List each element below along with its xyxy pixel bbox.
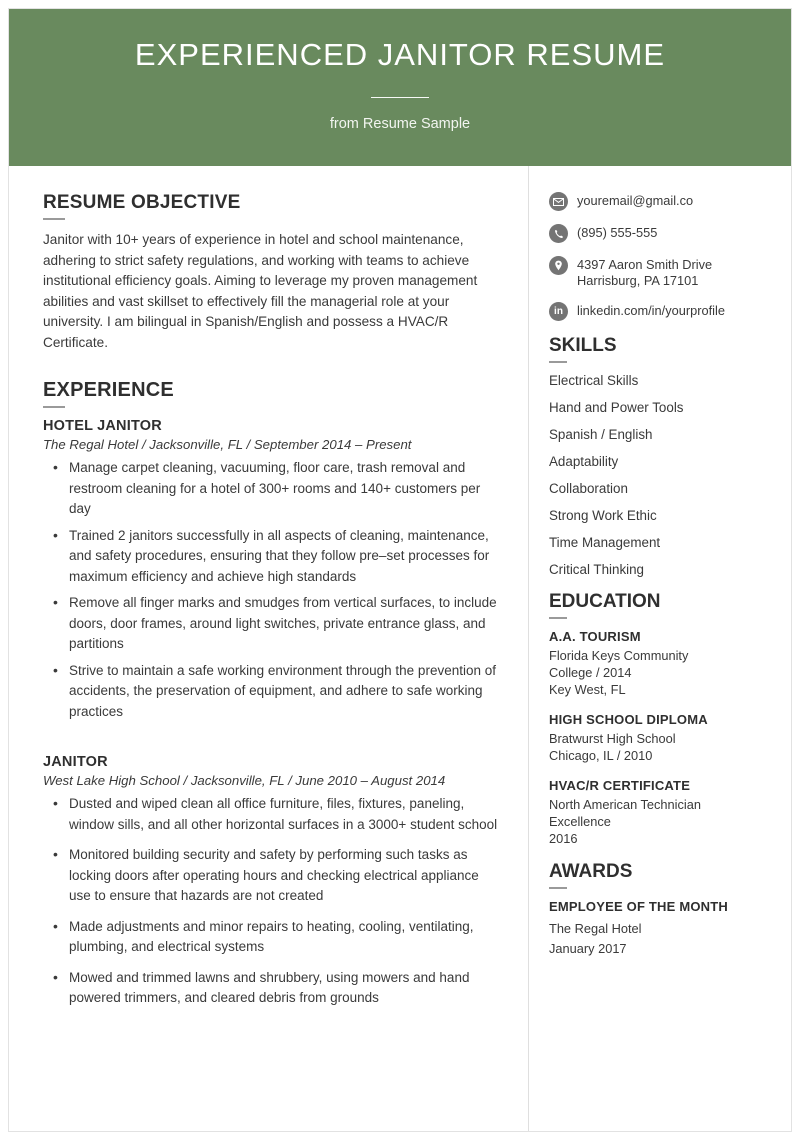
- education-title: HIGH SCHOOL DIPLOMA: [549, 712, 708, 727]
- job-bullet-list: [43, 458, 502, 722]
- experience-entry: [43, 754, 502, 1009]
- list-item: • Made adjustments and minor repairs to heating, cooling, ventilating, plumbing, and electrical systems: [69, 917, 502, 958]
- section-heading-experience: EXPERIENCE: [43, 379, 174, 401]
- contact-address-line1: 4397 Aaron Smith Drive: [577, 257, 713, 272]
- award-title: EMPLOYEE OF THE MONTH: [549, 899, 728, 914]
- section-heading-education: EDUCATION: [549, 591, 661, 612]
- section-heading-skills: SKILLS: [549, 335, 617, 356]
- education-title: A.A. TOURISM: [549, 629, 641, 644]
- contact-address-line2: Harrisburg, PA 17101: [577, 273, 699, 288]
- page-title: EXPERIENCED JANITOR RESUME: [134, 37, 666, 72]
- job-meta: West Lake High School / Jacksonville, FL / June 2010 – August 2014: [43, 773, 446, 788]
- list-item: • Strive to maintain a safe working environment through the prevention of accidents, the preservation of equipment, and adhere to safe working practices: [69, 661, 502, 723]
- experience-entry: [43, 418, 502, 722]
- education-line: 2016: [549, 831, 578, 846]
- education-line: Chicago, IL / 2010: [549, 748, 653, 763]
- education-line: Excellence: [549, 814, 611, 829]
- skills-rule: [549, 361, 567, 363]
- list-item: • Monitored building security and safety by performing such tasks as locking doors after operating hours and checking electrical appliance use to ensure that hazards are not created: [69, 845, 502, 907]
- education-entry: [549, 712, 777, 764]
- contact-address: [549, 256, 777, 289]
- contact-email: [549, 192, 777, 211]
- job-title: JANITOR: [43, 754, 108, 770]
- education-rule: [549, 617, 567, 619]
- job-title: HOTEL JANITOR: [43, 418, 162, 434]
- award-line: January 2017: [549, 941, 627, 956]
- awards-rule: [549, 887, 567, 889]
- section-heading-objective: RESUME OBJECTIVE: [43, 192, 241, 213]
- education-title: HVAC/R CERTIFICATE: [549, 778, 691, 793]
- list-item: • Remove all finger marks and smudges from vertical surfaces, to include doors, door frames, around light switches, private entrance glass, and partitions: [69, 593, 502, 655]
- email-icon: [549, 192, 568, 211]
- list-item: Collaboration: [549, 481, 628, 496]
- resume-header-banner: [9, 9, 791, 166]
- contact-phone-text: (895) 555-555: [577, 225, 658, 240]
- main-column: [9, 166, 528, 1131]
- phone-icon: [549, 224, 568, 243]
- list-item: • Trained 2 janitors successfully in all aspects of cleaning, maintenance, and safety procedures, ensuring that they follow pre–set processes for maximum efficiency and achieve high standards: [69, 526, 502, 588]
- linkedin-icon: in: [549, 302, 568, 321]
- education-line: Key West, FL: [549, 682, 626, 697]
- list-item: Electrical Skills: [549, 373, 639, 388]
- award-line: The Regal Hotel: [549, 921, 642, 936]
- experience-rule: [43, 406, 65, 408]
- list-item: Spanish / English: [549, 427, 653, 442]
- list-item: Time Management: [549, 535, 661, 550]
- education-entry: [549, 778, 777, 847]
- resume-body: [9, 166, 791, 1131]
- education-line: Florida Keys Community: [549, 648, 689, 663]
- job-bullet-list: [43, 794, 502, 1009]
- sidebar-column: [528, 166, 791, 1131]
- resume-sheet: [8, 8, 792, 1132]
- list-item: Hand and Power Tools: [549, 400, 684, 415]
- header-subtitle: from Resume Sample: [329, 116, 471, 132]
- education-line: College / 2014: [549, 665, 632, 680]
- list-item: Adaptability: [549, 454, 619, 469]
- contact-linkedin-text: linkedin.com/in/yourprofile: [577, 303, 725, 318]
- education-line: Bratwurst High School: [549, 731, 676, 746]
- location-pin-icon: [549, 256, 568, 275]
- list-item: Critical Thinking: [549, 562, 645, 577]
- contact-linkedin[interactable]: [549, 302, 777, 321]
- objective-rule: [43, 218, 65, 220]
- contact-address-text: [577, 256, 712, 289]
- list-item: • Mowed and trimmed lawns and shrubbery, using mowers and hand powered trimmers, and cleared debris from grounds: [69, 968, 502, 1009]
- education-line: North American Technician: [549, 797, 701, 812]
- header-divider: [371, 97, 429, 98]
- list-item: Strong Work Ethic: [549, 508, 657, 523]
- list-item: • Dusted and wiped clean all office furniture, files, fixtures, paneling, window sills, and all other horizontal surfaces in a 3000+ student school: [69, 794, 502, 835]
- contact-email-text: youremail@gmail.co: [577, 193, 694, 208]
- education-entry: [549, 629, 777, 698]
- award-entry: [549, 899, 777, 959]
- objective-text: Janitor with 10+ years of experience in hotel and school maintenance, adhering to strict safety regulations, and working with teams to achieve institutional efficiency goals. Aiming to leverage my proven management abilities and vast skillset to effectively fill the managerial role at your university. I am bilingual in Spanish/English and possess a HVAC/R Certificate.: [43, 232, 478, 350]
- contact-phone: [549, 224, 777, 243]
- section-heading-awards: AWARDS: [549, 861, 633, 882]
- list-item: • Manage carpet cleaning, vacuuming, floor care, trash removal and restroom cleaning for a hotel of 300+ rooms and 140+ customers per day: [69, 458, 502, 520]
- job-meta: The Regal Hotel / Jacksonville, FL / September 2014 – Present: [43, 437, 412, 452]
